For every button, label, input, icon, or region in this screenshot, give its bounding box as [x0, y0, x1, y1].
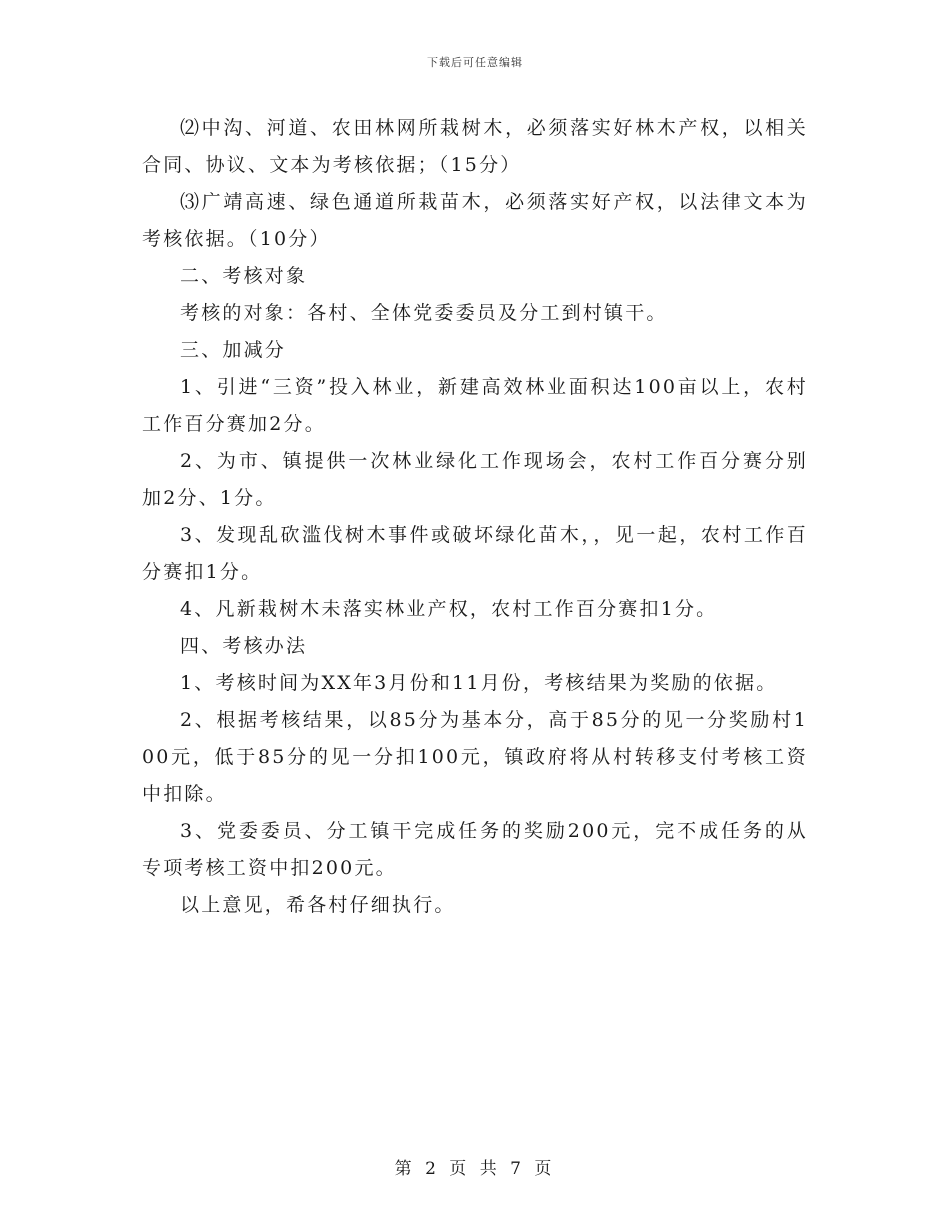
- paragraph-item-3-criteria: ⑶广靖高速、绿色通道所栽苗木，必须落实好产权，以法律文本为考核依据。（10分）: [142, 191, 808, 250]
- paragraph-closing: 以上意见，希各村仔细执行。: [180, 894, 456, 916]
- section-heading-bonus-deduction: 三、加减分: [180, 339, 287, 361]
- section-heading-assessment-target: 二、考核对象: [180, 265, 308, 287]
- paragraph-method-1: 1、考核时间为XX年3月份和11月份，考核结果为奖励的依据。: [180, 672, 778, 694]
- paragraph-assessment-target: 考核的对象：各村、全体党委委员及分工到村镇干。: [180, 302, 668, 324]
- paragraph-deduction-4: 4、凡新栽树木未落实林业产权，农村工作百分赛扣1分。: [180, 598, 718, 620]
- paragraph-method-3: 3、党委委员、分工镇干完成任务的奖励200元，完不成任务的从专项考核工资中扣200元。: [142, 820, 808, 879]
- header-note: 下载后可任意编辑: [427, 56, 523, 69]
- section-heading-assessment-method: 四、考核办法: [180, 635, 308, 657]
- paragraph-bonus-2: 2、为市、镇提供一次林业绿化工作现场会，农村工作百分赛分别加2分、1分。: [142, 450, 808, 509]
- page-number-indicator: 第 2 页 共 7 页: [394, 1159, 556, 1179]
- paragraph-deduction-3: 3、发现乱砍滥伐树木事件或破坏绿化苗木，，见一起，农村工作百分赛扣1分。: [142, 524, 808, 583]
- paragraph-method-2: 2、根据考核结果，以85分为基本分，高于85分的见一分奖励村100元，低于85分的见一分扣100元，镇政府将从村转移支付考核工资中扣除。: [142, 709, 808, 805]
- paragraph-item-2-criteria: ⑵中沟、河道、农田林网所栽树木，必须落实好林木产权，以相关合同、协议、文本为考核依据；（15分）: [142, 117, 808, 176]
- paragraph-bonus-1: 1、引进“三资”投入林业，新建高效林业面积达100亩以上，农村工作百分赛加2分。: [142, 376, 808, 435]
- document-body: [142, 110, 808, 924]
